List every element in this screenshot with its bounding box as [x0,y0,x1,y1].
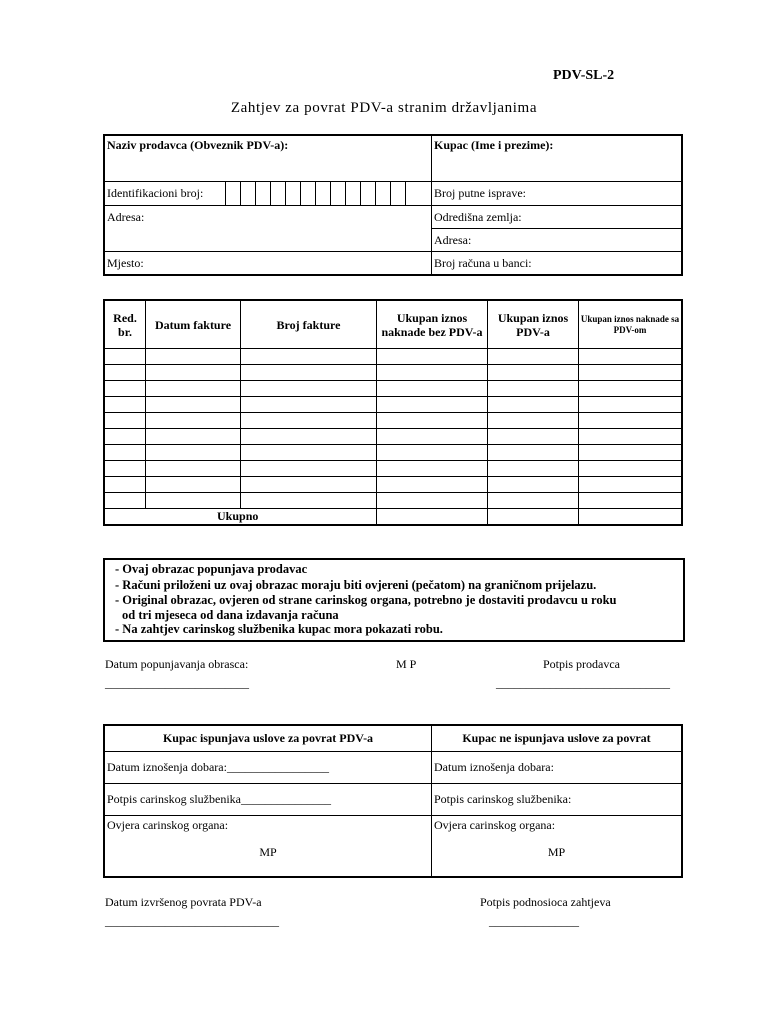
table-cell[interactable] [104,429,146,445]
table-cell[interactable] [241,365,377,381]
digit-box[interactable] [255,182,270,205]
passport-field[interactable]: Broj putne isprave: [432,182,683,206]
col-header-vat-amount: Ukupan iznos PDV-a [488,300,579,349]
table-cell[interactable] [241,477,377,493]
table-cell[interactable] [377,365,488,381]
table-cell[interactable] [579,461,683,477]
digit-box[interactable] [240,182,255,205]
table-cell[interactable] [146,349,241,365]
digit-box[interactable] [360,182,375,205]
id-number-label: Identifikacioni broj: [107,186,204,200]
table-cell[interactable] [488,429,579,445]
table-cell[interactable] [104,477,146,493]
table-cell[interactable] [241,349,377,365]
table-cell[interactable] [104,493,146,509]
table-row [104,477,682,493]
table-cell[interactable] [377,477,488,493]
instruction-line: - Na zahtjev carinskog službenika kupac mora pokazati robu. [115,621,443,636]
fill-date-label: Datum popunjavanja obrasca: [105,657,249,671]
col-header-amount-without-vat: Ukupan iznos naknade bez PDV-a [377,300,488,349]
digit-box[interactable] [405,182,420,205]
digit-box[interactable] [315,182,330,205]
buyer-address-field[interactable]: Adresa: [432,229,683,252]
table-cell[interactable] [146,493,241,509]
table-cell[interactable] [488,397,579,413]
total-amount-without-vat[interactable] [377,509,488,526]
table-cell[interactable] [488,349,579,365]
total-label: Ukupno [104,509,377,526]
refund-date-label: Datum izvršenog povrata PDV-a [105,895,262,909]
table-cell[interactable] [579,349,683,365]
table-cell[interactable] [104,445,146,461]
col-header-invoice-number: Broj fakture [241,300,377,349]
table-cell[interactable] [488,461,579,477]
table-cell[interactable] [377,349,488,365]
verification-label: Ovjera carinskog organa: [107,818,229,832]
instruction-line: - Ovaj obrazac popunjava prodavac [115,562,308,576]
digit-box[interactable] [285,182,300,205]
verification-field-right[interactable] [432,816,683,878]
table-cell[interactable] [579,493,683,509]
officer-signature-field-right[interactable]: Potpis carinskog službenika: [432,784,683,816]
form-code: PDV-SL-2 [553,68,615,83]
table-row [104,413,682,429]
invoice-table [103,299,683,526]
table-row [104,461,682,477]
table-row [104,349,682,365]
table-row [104,429,682,445]
table-cell[interactable] [579,429,683,445]
seller-signature-label: Potpis prodavca [543,657,620,671]
total-amount-with-vat[interactable] [579,509,683,526]
seller-address-field[interactable]: Adresa: [104,206,432,252]
table-cell[interactable] [146,397,241,413]
table-row [104,365,682,381]
table-cell[interactable] [104,365,146,381]
table-cell[interactable] [579,397,683,413]
digit-box[interactable] [270,182,285,205]
export-date-field-left[interactable]: Datum iznošenja dobara:_________________ [104,752,432,784]
table-cell[interactable] [241,493,377,509]
table-cell[interactable] [241,461,377,477]
col-header-amount-with-vat: Ukupan iznos naknade sa PDV-om [579,300,683,349]
table-cell[interactable] [104,461,146,477]
table-cell[interactable] [377,493,488,509]
table-cell[interactable] [104,381,146,397]
table-cell[interactable] [377,397,488,413]
table-cell[interactable] [146,445,241,461]
page-title: Zahtjev za povrat PDV-a stranim državljanima [230,100,538,116]
table-cell[interactable] [377,429,488,445]
table-cell[interactable] [488,477,579,493]
table-cell[interactable] [579,365,683,381]
table-cell[interactable] [146,365,241,381]
digit-box[interactable] [345,182,360,205]
col-header-row-number: Red. br. [104,300,146,349]
table-cell[interactable] [146,381,241,397]
digit-box[interactable] [300,182,315,205]
instructions-box [103,558,685,642]
table-cell[interactable] [241,381,377,397]
stamp-label: MP [259,845,277,859]
refund-date-line[interactable]: _____________________________ [105,914,279,928]
fill-date-line[interactable]: ________________________ [105,676,249,690]
applicant-signature-line[interactable]: _______________ [489,914,579,928]
table-cell[interactable] [488,493,579,509]
table-cell[interactable] [488,413,579,429]
instruction-line: od tri mjeseca od dana izdavanja računa [122,607,339,622]
table-cell[interactable] [377,413,488,429]
table-cell[interactable] [241,445,377,461]
bank-account-field[interactable]: Broj računa u banci: [432,252,683,276]
seller-signature-line[interactable]: _____________________________ [496,676,670,690]
table-cell[interactable] [146,477,241,493]
not-meets-conditions-header: Kupac ne ispunjava uslove za povrat [432,725,683,752]
table-row [104,397,682,413]
customs-table [103,724,683,878]
table-cell[interactable] [488,445,579,461]
digit-box[interactable] [375,182,390,205]
table-cell[interactable] [579,445,683,461]
table-cell[interactable] [488,365,579,381]
table-cell[interactable] [146,413,241,429]
buyer-name-field[interactable]: Kupac (Ime i prezime): [432,135,683,182]
table-row [104,445,682,461]
city-field[interactable]: Mjesto: [104,252,432,276]
table-cell[interactable] [579,381,683,397]
meets-conditions-header: Kupac ispunjava uslove za povrat PDV-a [104,725,432,752]
table-cell[interactable] [104,397,146,413]
digit-box[interactable] [225,182,240,205]
table-cell[interactable] [377,445,488,461]
table-cell[interactable] [377,381,488,397]
instruction-line: - Računi priloženi uz ovaj obrazac moraju biti ovjereni (pečatom) na graničnom prijelazu. [115,577,597,592]
digit-box[interactable] [390,182,405,205]
seller-buyer-table [103,134,683,276]
verification-label: Ovjera carinskog organa: [434,818,556,832]
seller-name-field[interactable]: Naziv prodavca (Obveznik PDV-a): [104,135,432,182]
table-cell[interactable] [104,413,146,429]
table-row [104,493,682,509]
table-cell[interactable] [377,461,488,477]
table-cell[interactable] [104,349,146,365]
table-cell[interactable] [579,477,683,493]
id-number-field[interactable] [104,182,432,206]
table-cell[interactable] [579,413,683,429]
col-header-invoice-date: Datum fakture [146,300,241,349]
table-cell[interactable] [488,381,579,397]
digit-box[interactable] [330,182,345,205]
table-cell[interactable] [146,461,241,477]
table-cell[interactable] [241,429,377,445]
stamp-label: MP [547,845,566,859]
officer-signature-field-left[interactable]: Potpis carinskog službenika_______________ [104,784,432,816]
stamp-label: M P [396,657,417,671]
destination-country-field[interactable]: Odredišna zemlja: [432,206,683,229]
verification-field-left[interactable] [104,816,432,878]
applicant-signature-label: Potpis podnosioca zahtjeva [480,895,611,909]
export-date-field-right[interactable]: Datum iznošenja dobara: [432,752,683,784]
table-cell[interactable] [241,413,377,429]
table-cell[interactable] [241,397,377,413]
table-cell[interactable] [146,429,241,445]
instruction-line: - Original obrazac, ovjeren od strane carinskog organa, potrebno je dostaviti prodavcu u roku [115,593,617,607]
table-row [104,381,682,397]
total-vat-amount[interactable] [488,509,579,526]
